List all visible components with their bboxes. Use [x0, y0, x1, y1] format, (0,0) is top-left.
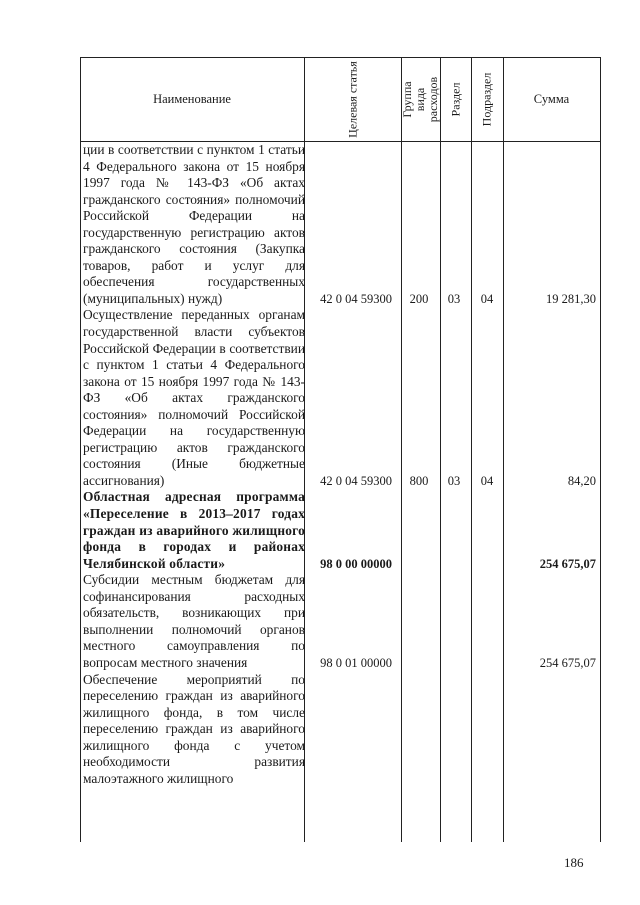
row-target-code: 42 0 04 59300 [320, 291, 392, 306]
row-group-code: 200 [409, 291, 429, 306]
row-section: 03 [447, 473, 461, 488]
page-number: 186 [564, 855, 584, 870]
header-sum-label: Сумма [533, 91, 570, 106]
header-name [80, 58, 304, 140]
row-sum: 19 281,30 [546, 291, 596, 306]
row-target-code: 42 0 04 59300 [320, 473, 392, 488]
row-target-code: 98 0 01 00000 [320, 655, 392, 670]
row-sum: 84,20 [567, 473, 596, 488]
row-sum: 254 675,07 [539, 655, 596, 670]
header-group [401, 58, 440, 140]
row-name: Осуществление переданных органам государственной власти субъектов Российской Федерации в соответствии с пунктом 1 статьи 4 Федерального закона от 15 ноября 1997 года № 143-ФЗ «Об актах гражданского состояния» полномочий Российской Федерации на государственную регистрацию актов гражданского состояния (Иные бюджетные ассигнования) [83, 307, 305, 488]
row-target-code: 98 0 00 00000 [320, 556, 392, 571]
row-name: Областная адресная программа «Переселение в 2013–2017 годах граждан из аварийного жилищного фонда в городах и районах Челябинской области» [83, 489, 305, 571]
header-group-label: Группа вида расходов [400, 76, 440, 122]
header-subsection-label: Подраздел [479, 72, 494, 126]
header-subsection [471, 58, 503, 140]
row-subsection: 04 [480, 473, 494, 488]
row-group-code: 800 [409, 473, 429, 488]
header-sum [503, 58, 600, 140]
row-subsection: 04 [480, 291, 494, 306]
row-name: Субсидии местным бюджетам для софинансирования расходных обязательств, возникающих при выполнении полномочий органов местного самоуправления по вопросам местного значения [83, 572, 305, 670]
table-border-left [80, 57, 81, 842]
header-target-label: Целевая статья [345, 60, 359, 138]
header-target [304, 58, 401, 140]
table-body [83, 142, 600, 787]
table-row [83, 489, 600, 572]
table-row [83, 142, 600, 307]
table-row [83, 307, 600, 489]
header-section-label: Раздел [448, 82, 463, 116]
table-border-right [600, 57, 601, 842]
row-section: 03 [447, 291, 461, 306]
header-name-label: Наименование [153, 91, 231, 106]
row-name: Обеспечение мероприятий по переселению граждан из аварийного жилищного фонда, в том числе переселению граждан из аварийного жилищного фонда с учетом необходимости развития малоэтажного жилищного [83, 671, 305, 786]
table-row [83, 572, 600, 671]
header-section [440, 58, 471, 140]
row-sum: 254 675,07 [539, 556, 596, 571]
row-name: ции в соответствии с пунктом 1 статьи 4 Федерального закона от 15 ноября 1997 года № 143-ФЗ «Об актах гражданского состояния» полномочий Российской Федерации на государственную регистрацию актов гражданского состояния (Закупка товаров, работ и услуг для обеспечения государственных (муниципальных) нужд) [83, 142, 305, 306]
table-row [83, 672, 600, 788]
